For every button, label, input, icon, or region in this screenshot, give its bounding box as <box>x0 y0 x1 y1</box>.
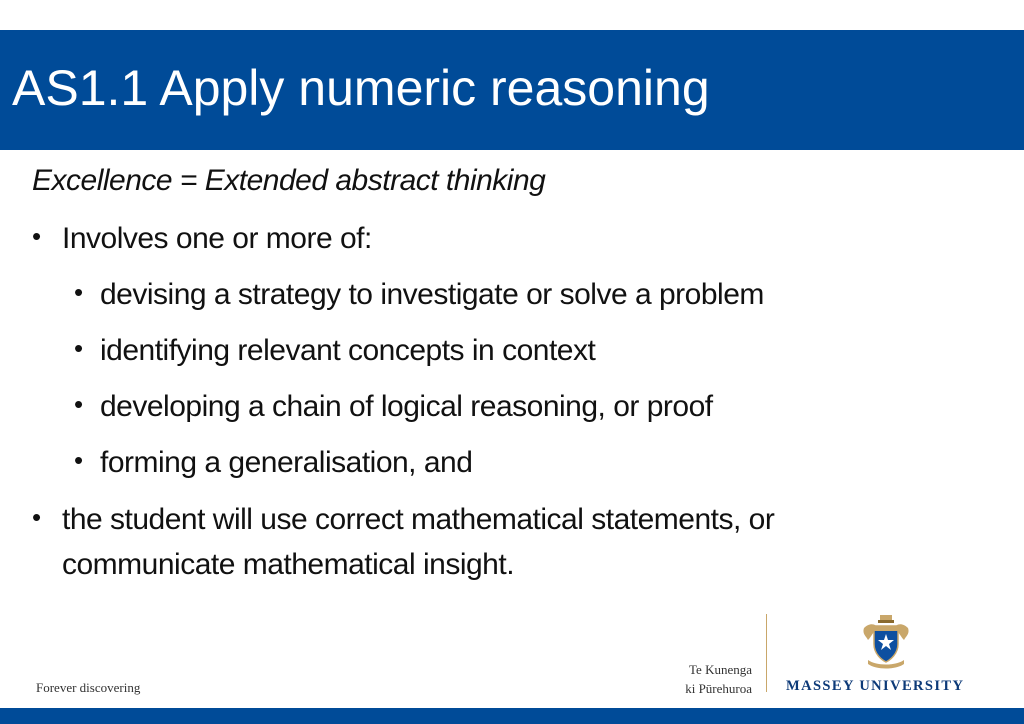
university-name: MASSEY UNIVERSITY <box>786 678 965 694</box>
sub-bullet-marker: • <box>74 333 84 363</box>
bullet-marker: • <box>32 502 42 532</box>
maori-name-line2: ki Pūrehuroa <box>685 681 752 696</box>
sub-bullet-marker: • <box>74 389 84 419</box>
sub-bullet-item: devising a strategy to investigate or solve a problem <box>100 278 764 311</box>
slide-subtitle: Excellence = Extended abstract thinking <box>32 164 546 197</box>
footer-divider <box>766 614 767 692</box>
sub-bullet-item: identifying relevant concepts in context <box>100 334 596 367</box>
bullet-marker: • <box>32 221 42 251</box>
maori-name <box>672 660 752 698</box>
sub-bullet-marker: • <box>74 277 84 307</box>
bullet-item-line1: the student will use correct mathematical statements, or <box>62 503 775 536</box>
massey-crest-icon <box>860 614 912 670</box>
sub-bullet-item: developing a chain of logical reasoning, or proof <box>100 390 713 423</box>
bottom-bar <box>0 708 1024 724</box>
footer-tagline: Forever discovering <box>36 680 141 695</box>
slide-title: AS1.1 Apply numeric reasoning <box>12 60 710 116</box>
bullet-item-line2: communicate mathematical insight. <box>62 548 515 581</box>
sub-bullet-marker: • <box>74 445 84 475</box>
sub-bullet-item: forming a generalisation, and <box>100 446 473 479</box>
maori-name-line1: Te Kunenga <box>689 662 752 677</box>
bullet-item: Involves one or more of: <box>62 222 372 255</box>
